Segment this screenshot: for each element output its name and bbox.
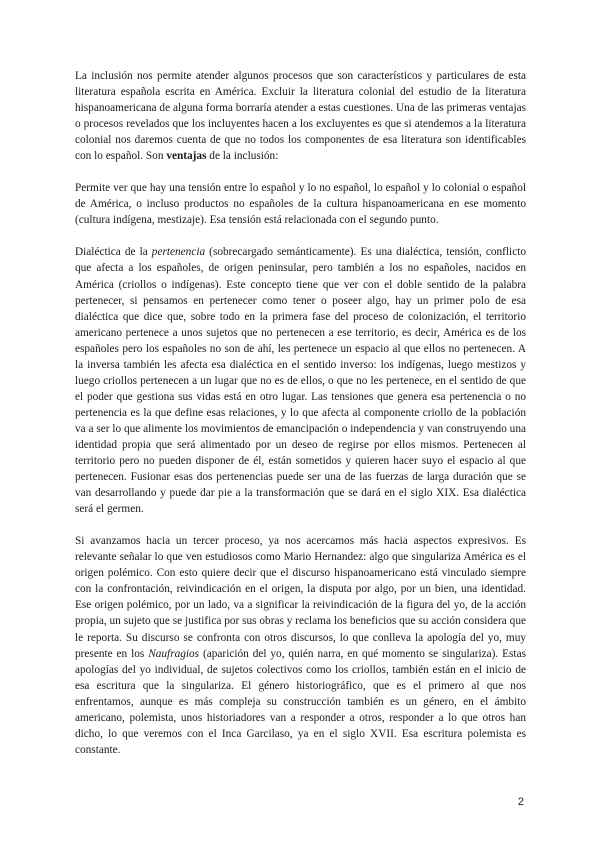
paragraph-polemic-text: Si avanzamos hacia un tercer proceso, ya nos acercamos más hacia aspectos expresivos. Es relevante señalar lo que ven estudiosos como Mario Hernandez: algo que singulariza América es el origen polémico. Con esto quiere decir que el discurso hispanoamericano está vinculado siempre con la confrontación, reivindicación en el origen, la disputa por algo, por un bien, una identidad. Ese origen polémico, por un lado, va a significar la reivindicación de la figura del yo, de la acción propia, un sujeto que se justifica por sus obras y reclama los beneficios que su acción considera que le reporta. Su discurso se confronta con otros discursos, lo que conlleva la apología del yo, muy presente en los xyxy=(75,535,526,660)
paragraph-inclusion-end: de la inclusión: xyxy=(206,150,279,163)
page-number: 2 xyxy=(517,796,524,808)
paragraph-polemic-origin xyxy=(75,533,526,758)
paragraph-inclusion-text: La inclusión nos permite atender algunos procesos que son característicos y particulares de esta literatura española escrita en América. Excluir la literatura colonial del estudio de la literatura hispanoamericana de alguna forma borraría atender a estas cuestiones. Una de las primeras ventajas o procesos revelados que los incluyentes hacen a los excluyentes es que si atendemos a la literatura colonial nos daremos cuenta de que no todos los componentes de esa literatura son identificables con lo español. Son xyxy=(75,70,526,163)
body-text xyxy=(75,68,526,774)
paragraph-pertenencia-text: (sobrecargado semánticamente). Es una dialéctica, tensión, conflicto que afecta a los españoles, de origen peninsular, pero también a los no españoles, nacidos en América (criollos o indígenas). Este concepto tiene que ver con el doble sentido de la palabra pertenecer, si pensamos en pertenecer como tener o poseer algo, hay un primer polo de esa dialéctica que dice que, sobre todo en la primera fase del proceso de colonización, el territorio americano pertenece a unos sujetos que no pertenecen a ese territorio, es decir, América es de los españoles pero los españoles no son de ahí, les pertenece un espacio al que ellos no pertenecen. A la inversa también les afecta esa dialéctica en el sentido inverso: los indígenas, luego mestizos y luego criollos pertenecen a un lugar que no es de ellos, o que no les pertenece, en el sentido de que el poder que gestiona sus vidas está en otro lugar. Las tensiones que genera esa pertenencia o no pertenencia es la que define esas relaciones, y lo que afecta al componente criollo de la población va a ser lo que alimente los movimientos de emancipación o independencia y van construyendo una identidad propia que será alimentado por un deseo de regirse por ellos mismos. Pertenecen al territorio pero no pueden disponer de él, están sometidos y quieren hacer suyo el espacio al que pertenecen. Fusionar esas dos pertenencias puede ser una de las fuerzas de larga duración que se van desarrollando y puede dar pie a la transformación que se dará en el siglo XIX. Esa dialéctica será el germen. xyxy=(75,246,527,516)
paragraph-polemic-end: (aparición del yo, quién narra, en qué momento se singulariza). Estas apologías del yo individual, de sujetos colectivos como los criollos, también están en el inicio de esa escritura que la singulariza. El género historiográfico, que es el primero al que nos enfrentamos, aunque es más compleja su construcción también es un género, en el ámbito americano, polemista, unos historiadores van a responder a otros, responder a lo que otros han dicho, lo que veremos con el Inca Garcilaso, ya en el siglo XVII. Esa escritura polemista es constante. xyxy=(75,647,526,756)
pertenencia-italic: pertenencia xyxy=(151,246,206,259)
paragraph-inclusion xyxy=(75,68,526,164)
paragraph-tension: Permite ver que hay una tensión entre lo español y lo no español, lo español y lo colonial o español de América, o incluso productos no españoles de la cultura hispanoamericana en ese momento (cultura indígena, mestizaje). Esa tensión está relacionada con el segundo punto. xyxy=(75,182,526,227)
naufragios-italic: Naufragios xyxy=(148,647,200,660)
ventajas-bold: ventajas xyxy=(166,150,207,163)
paragraph-pertenencia xyxy=(75,244,526,517)
paragraph-pertenencia-start: Dialéctica de la xyxy=(75,246,152,259)
